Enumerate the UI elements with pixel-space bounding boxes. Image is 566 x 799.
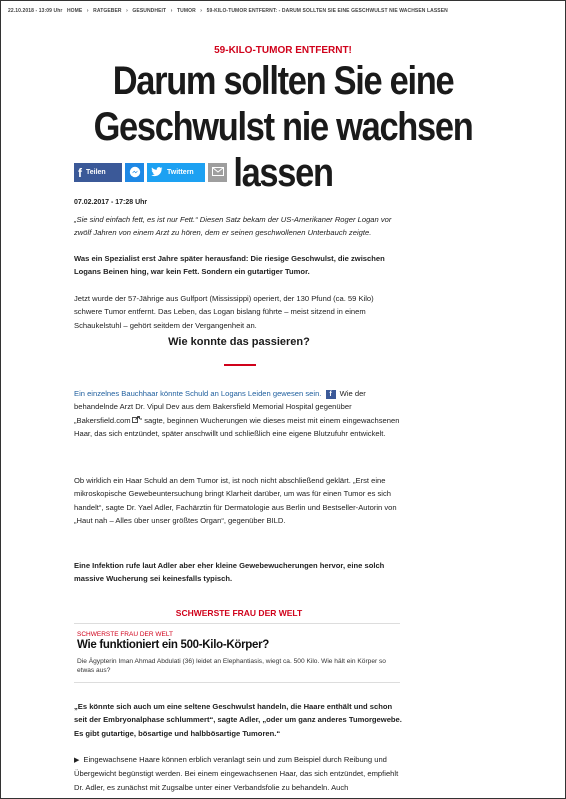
subheading-underline (224, 364, 256, 366)
breadcrumb-ratgeber[interactable]: RATGEBER (93, 8, 122, 14)
related-text: Die Ägypterin Iman Ahmad Abdulati (36) leidet an Elephantiasis, wiegt ca. 500 Kilo. Wie hält ein Körper so etwas aus? (77, 658, 386, 674)
article-paragraph-7: ▶ Eingewachsene Haare können erblich veranlagt sein und zum Beispiel durch Reibung und Übergewicht begünstigt werden. Bei einem eingewachsenen Haar, das sich entzündet, empfiehlt Dr. Adler, es zunächst mit Zugsalbe unter einer Verbandsfolie zu behandeln. Auch (74, 755, 399, 792)
breadcrumb-gesundheit[interactable]: GESUNDHEIT (132, 8, 167, 14)
article-paragraph-5: Eine Infektion rufe laut Adler aber eher kleine Gewebewucherungen hervor, eine solch massive Wucherung sei keinesfalls typisch. (74, 561, 385, 584)
mail-icon (212, 167, 224, 178)
article-paragraph-3 (74, 387, 404, 440)
article-paragraph-6: „Es könnte sich auch um eine seltene Geschwulst handeln, die Haare enthält und schon seit der Embryonalphase schlummert“, sagte Adler, „oder um ganz anderes Tumorgewebe. Es gibt gutartige, bösartige und halbbösartige Tumoren.“ (74, 702, 402, 738)
article-paragraph-1: Was ein Spezialist erst Jahre später herausfand: Die riesige Geschwulst, die zwischen Logans Beinen hing, war kein Fett. Sondern ein gutartiger Tumor. (74, 254, 385, 277)
share-bar (74, 163, 227, 182)
related-kicker: SCHWERSTE FRAU DER WELT (77, 631, 173, 638)
mail-share-button[interactable] (208, 163, 227, 182)
breadcrumb-timestamp: 22.10.2018 - 13:09 Uhr (8, 8, 63, 14)
arrow-right-icon: ▶ (74, 757, 80, 764)
article-paragraph-3-text-a: Wie der behandelnde Arzt Dr. Vipul Dev aus dem Bakersfield Memorial Hospital gegenüber „ (74, 389, 366, 425)
article-inline-link[interactable]: Ein einzelnes Bauchhaar könnte Schuld an Logans Leiden gewesen sein. (74, 389, 322, 398)
breadcrumb-current: 59-KILO-TUMOR ENTFERNT: - DARUM SOLLTEN SIE EINE GESCHWULST NIE WACHSEN LASSEN (206, 8, 448, 14)
related-teaser[interactable] (74, 623, 400, 683)
twitter-share-button[interactable] (147, 163, 205, 182)
facebook-share-label: Teilen (86, 169, 106, 176)
article-paragraph-4: Ob wirklich ein Haar Schuld an dem Tumor ist, ist noch nicht abschließend geklärt. „Erst eine mikroskopische Gewebeuntersuchung bringt Klarheit darüber, um was für einen Tumor es sich handelt“, sagte Dr. Yael Adler, Fachärztin für Dermatologie aus Berlin und Bestseller-Autorin von „Haut nah – Alles über unser größtes Organ“, gegenüber BILD. (74, 476, 397, 525)
bakersfield-link[interactable]: Bakersfield.com (77, 416, 140, 425)
facebook-share-button[interactable] (74, 163, 122, 182)
messenger-icon (129, 166, 141, 180)
article-date: 07.02.2017 - 17:28 Uhr (74, 199, 148, 206)
facebook-icon[interactable]: f (326, 390, 336, 399)
related-section-title: SCHWERSTE FRAU DER WELT (175, 608, 303, 618)
twitter-share-label: Twittern (167, 169, 194, 176)
article-subheading: Wie konnte das passieren? (168, 336, 310, 348)
messenger-share-button[interactable] (125, 163, 144, 182)
facebook-icon: f (78, 165, 82, 180)
breadcrumb: 22.10.2018 - 13:09 Uhr HOME › RATGEBER › GESUNDHEIT › TUMOR › 59-KILO-TUMOR ENTFERNT: - DARUM SOLLTEN SIE EINE GESCHWULST NIE WACHSEN LASSEN (8, 8, 448, 14)
twitter-icon (151, 167, 163, 179)
article-paragraph-3-text-b: “ sagte, beginnen Wucherungen wie dieses meist mit einem eingewachsenen Haar, das sich entzündet, später anschwillt und schließlich eine eigene Blutzufuhr entwickelt. (74, 415, 400, 438)
external-link-icon (131, 416, 140, 425)
article-intro: „Sie sind einfach fett, es ist nur Fett.“ Diesen Satz bekam der US-Amerikaner Roger Logan vor zwölf Jahren von einem Arzt zu hören, dem er seinen geschwollenen Unterbauch zeigte. (74, 215, 392, 238)
breadcrumb-tumor[interactable]: TUMOR (176, 8, 196, 14)
article-paragraph-2: Jetzt wurde der 57-Jährige aus Gulfport (Mississippi) operiert, der 130 Pfund (ca. 59 Kilo) schwere Tumor entfernt. Das Leben, das Logan bislang führte – meist sitzend in einem Schaukelstuhl – gehört seitdem der Vergangenheit an. (74, 294, 374, 330)
article-headline: Darum sollten Sie eine Geschwulst nie wachsen lassen (93, 59, 473, 195)
breadcrumb-home[interactable]: HOME (66, 8, 83, 14)
article-kicker: 59-KILO-TUMOR ENTFERNT! (214, 45, 352, 56)
related-headline[interactable]: Wie funktioniert ein 500-Kilo-Körper? (77, 639, 269, 651)
